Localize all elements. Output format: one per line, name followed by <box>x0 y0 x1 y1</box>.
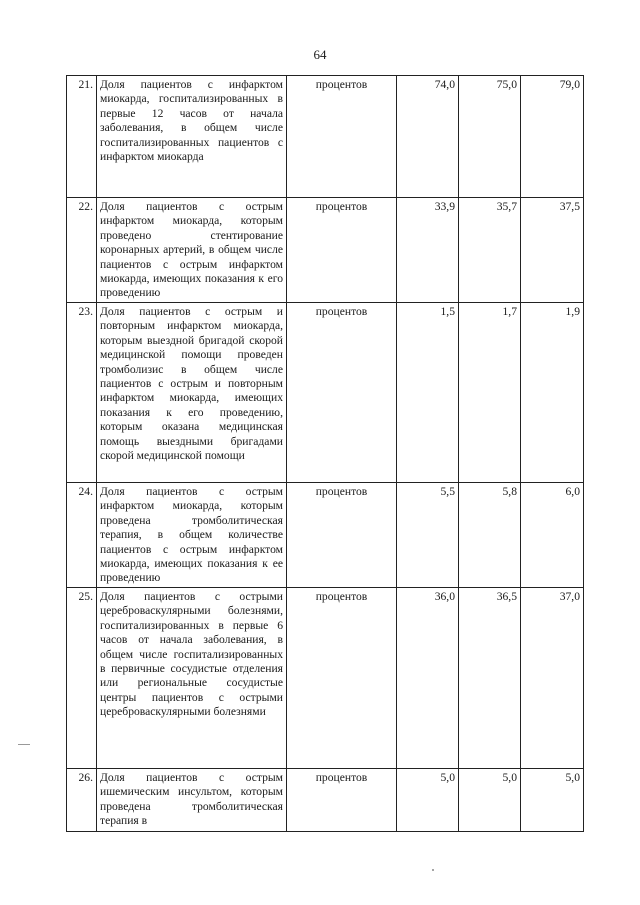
unit-cell: процентов <box>287 303 397 483</box>
scan-margin-mark <box>18 744 30 745</box>
value-year-2: 1,7 <box>459 303 521 483</box>
indicator-description: Доля пациентов с острым инфарктом миокарда, которым проведено стентирование коронарных артерий, в общем числе пациентов с острым инфарктом миокарда, имеющих показания к его проведению <box>97 198 287 303</box>
indicator-description: Доля пациентов с инфарктом миокарда, госпитализированных в первые 12 часов от начала заболевания, в общем числе госпитализированных пациентов с инфарктом миокарда <box>97 76 287 198</box>
table-row <box>67 483 584 588</box>
indicators-table <box>66 75 584 832</box>
indicator-description: Доля пациентов с острым и повторным инфарктом миокарда, которым выездной бригадой скорой медицинской помощи проведен тромболизис в общем числе пациентов с острым и повторным инфарктом миокарда, имеющих показания к его проведению, которым оказана медицинская помощь выездными бригадами скорой медицинской помощи <box>97 303 287 483</box>
table-row <box>67 588 584 769</box>
unit-cell: процентов <box>287 588 397 769</box>
value-year-1: 5,5 <box>397 483 459 588</box>
indicator-description: Доля пациентов с острыми цереброваскулярными болезнями, госпитализированных в первые 6 часов от начала заболевания, в общем числе госпитализированных в первичные сосудистые отделения или региональные сосудистые центры пациентов с острыми цереброваскулярными болезнями <box>97 588 287 769</box>
indicator-description: Доля пациентов с острым инфарктом миокарда, которым проведена тромболитическая терапия, в общем количестве пациентов с острым инфарктом миокарда, имеющих показания к ее проведению <box>97 483 287 588</box>
value-year-3: 6,0 <box>521 483 584 588</box>
table-row <box>67 769 584 832</box>
table-row <box>67 198 584 303</box>
row-number: 24. <box>67 483 97 588</box>
value-year-1: 74,0 <box>397 76 459 198</box>
value-year-2: 5,0 <box>459 769 521 832</box>
value-year-2: 35,7 <box>459 198 521 303</box>
value-year-1: 1,5 <box>397 303 459 483</box>
table-row <box>67 76 584 198</box>
unit-cell: процентов <box>287 483 397 588</box>
value-year-1: 33,9 <box>397 198 459 303</box>
value-year-3: 37,5 <box>521 198 584 303</box>
row-number: 23. <box>67 303 97 483</box>
value-year-3: 5,0 <box>521 769 584 832</box>
row-number: 21. <box>67 76 97 198</box>
scan-dust-dot <box>432 869 434 871</box>
value-year-3: 1,9 <box>521 303 584 483</box>
value-year-2: 5,8 <box>459 483 521 588</box>
value-year-3: 37,0 <box>521 588 584 769</box>
value-year-2: 75,0 <box>459 76 521 198</box>
table-row <box>67 303 584 483</box>
value-year-1: 36,0 <box>397 588 459 769</box>
row-number: 26. <box>67 769 97 832</box>
indicator-description: Доля пациентов с острым ишемическим инсультом, которым проведена тромболитическая терапия в <box>97 769 287 832</box>
row-number: 22. <box>67 198 97 303</box>
value-year-2: 36,5 <box>459 588 521 769</box>
unit-cell: процентов <box>287 198 397 303</box>
row-number: 25. <box>67 588 97 769</box>
page-number: 64 <box>313 47 327 62</box>
value-year-1: 5,0 <box>397 769 459 832</box>
unit-cell: процентов <box>287 769 397 832</box>
unit-cell: процентов <box>287 76 397 198</box>
value-year-3: 79,0 <box>521 76 584 198</box>
